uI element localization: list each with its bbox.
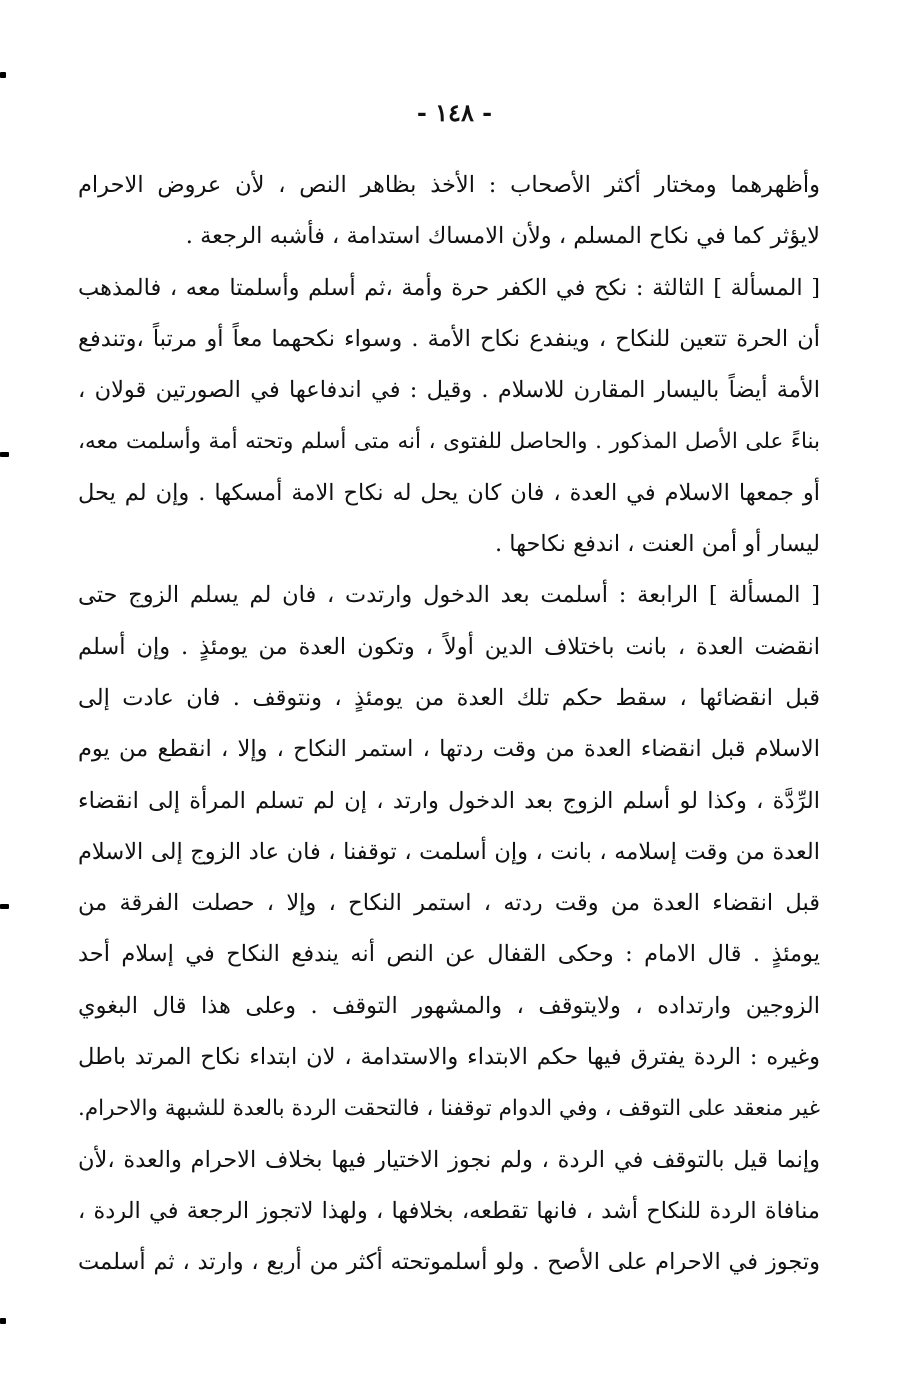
text-line: بناءً على الأصل المذكور . والحاصل للفتوى ، أنه متى أسلم وتحته أمة وأسلمت معه، bbox=[78, 429, 820, 455]
text-line: قبل انقضائها ، سقط حكم تلك العدة من يومئذٍ ، ونتوقف . فان عادت إلى bbox=[78, 684, 820, 711]
scan-margin-mark bbox=[0, 452, 9, 457]
text-line: لايؤثر كما في نكاح المسلم ، ولأن الامساك استدامة ، فأشبه الرجعة . bbox=[185, 223, 820, 250]
text-line: الزوجين وارتداده ، ولايتوقف ، والمشهور التوقف . وعلى هذا قال البغوي bbox=[78, 992, 820, 1019]
text-line: وغيره : الردة يفترق فيها حكم الابتداء والاستدامة ، لان ابتداء نكاح المرتد باطل bbox=[78, 1044, 820, 1071]
text-line: وإنما قيل بالتوقف في الردة ، ولم نجوز الاختيار فيها بخلاف الاحرام والعدة ،لأن bbox=[78, 1146, 820, 1173]
scan-margin-mark bbox=[0, 1318, 6, 1324]
page-number: - ١٤٨ - bbox=[416, 98, 493, 127]
text-line: قبل انقضاء العدة من وقت ردته ، استمر النكاح ، وإلا ، حصلت الفرقة من bbox=[78, 890, 820, 917]
text-line: أو جمعها الاسلام في العدة ، فان كان يحل له نكاح الامة أمسكها . وإن لم يحل bbox=[78, 479, 820, 506]
text-line: أن الحرة تتعين للنكاح ، وينفدع نكاح الأمة . وسواء نكحهما معاً أو مرتباً ،وتندفع bbox=[78, 325, 820, 352]
text-line: الاسلام قبل انقضاء العدة من وقت ردتها ، استمر النكاح ، وإلا ، انقطع من يوم bbox=[78, 736, 820, 763]
text-line: ليسار أو أمن العنت ، اندفع نكاحها . bbox=[494, 531, 820, 558]
text-line: غير منعقد على التوقف ، وفي الدوام توقفنا ، فالتحقت الردة بالعدة للشبهة والاحرام. bbox=[78, 1096, 820, 1122]
text-line: [ المسألة ] الرابعة : أسلمت بعد الدخول وارتدت ، فان لم يسلم الزوج حتى bbox=[78, 582, 820, 609]
text-line: وأظهرهما ومختار أكثر الأصحاب : الأخذ بظاهر النص ، لأن عروض الاحرام bbox=[78, 172, 820, 198]
text-line: انقضت العدة ، بانت باختلاف الدين أولاً ، وتكون العدة من يومئذٍ . وإن أسلم bbox=[78, 633, 820, 660]
text-line: الأمة أيضاً باليسار المقارن للاسلام . وقيل : في اندفاعها في الصورتين قولان ، bbox=[78, 377, 820, 404]
text-line: العدة من وقت إسلامه ، بانت ، وإن أسلمت ، توقفنا ، فان عاد الزوج إلى الاسلام bbox=[78, 838, 820, 865]
text-line: الرِّدَّة ، وكذا لو أسلم الزوج بعد الدخول وارتد ، إن لم تسلم المرأة إلى انقضاء bbox=[78, 787, 820, 814]
body-text bbox=[78, 160, 820, 1289]
text-line: منافاة الردة للنكاح أشد ، فانها تقطعه، بخلافها ، ولهذا لاتجوز الرجعة في الردة ، bbox=[78, 1197, 820, 1224]
scan-margin-mark bbox=[0, 904, 9, 909]
text-line: [ المسألة ] الثالثة : نكح في الكفر حرة وأمة ،ثم أسلم وأسلمتا معه ، فالمذهب bbox=[78, 274, 820, 301]
text-line: يومئذٍ . قال الامام : وحكى القفال عن النص أنه يندفع النكاح في إسلام أحد bbox=[78, 941, 820, 968]
scan-margin-mark bbox=[0, 72, 6, 78]
text-line: وتجوز في الاحرام على الأصح . ولو أسلموتحته أكثر من أربع ، وارتد ، ثم أسلمت bbox=[78, 1249, 820, 1276]
